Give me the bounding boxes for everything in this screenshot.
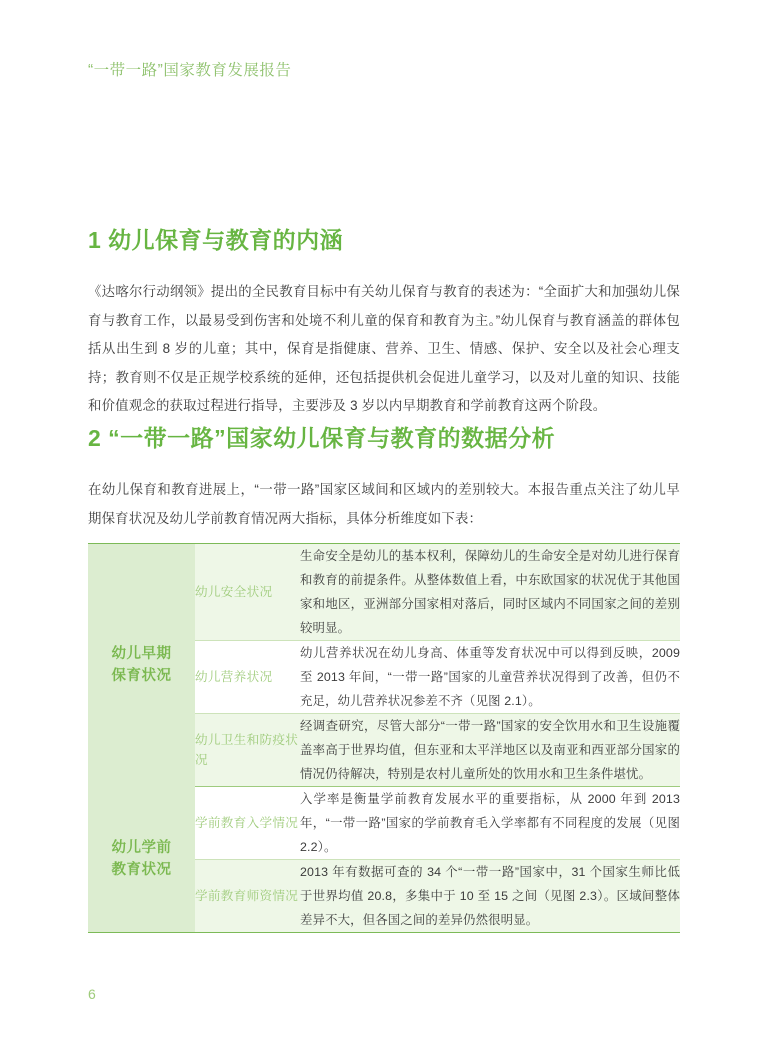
section-heading-1: 1 幼儿保育与教育的内涵 — [88, 227, 344, 253]
table-row — [88, 544, 680, 641]
table-row-description: 生命安全是幼儿的基本权利，保障幼儿的生命安全是对幼儿进行保育和教育的前提条件。从整体数值上看，中东欧国家的状况优于其他国家和地区，亚洲部分国家相对落后，同时区域内不同国家之间的差别较明显。 — [300, 544, 680, 641]
table-row-label: 幼儿营养状况 — [195, 641, 300, 714]
group-label-line: 教育状况 — [111, 862, 172, 879]
table-row-description: 幼儿营养状况在幼儿身高、体重等发育状况中可以得到反映，2009 至 2013 年间，“一带一路”国家的儿童营养状况得到了改善，但仍不充足，幼儿营养状况参差不齐（见图 2.1）。 — [300, 641, 680, 714]
table-row-label: 幼儿安全状况 — [195, 544, 300, 641]
running-header: “一带一路”国家教育发展报告 — [88, 62, 292, 79]
group-label-line: 幼儿早期 — [111, 646, 172, 663]
section-paragraph-1: 《达喀尔行动纲领》提出的全民教育目标中有关幼儿保育与教育的表述为：“全面扩大和加强幼儿保育与教育工作，以最易受到伤害和处境不利儿童的保育和教育为主。”幼儿保育与教育涵盖的群体包括从出生到 8 岁的儿童；其中，保育是指健康、营养、卫生、情感、保护、安全以及社会心理支持；教育则不仅是正规学校系统的延伸，还包括提供机会促进儿童学习，以及对儿童的知识、技能和价值观念的获取过程进行指导，主要涉及 3 岁以内早期教育和学前教育这两个阶段。 — [88, 284, 680, 413]
section-paragraph-2: 在幼儿保育和教育进展上，“一带一路”国家区域间和区域内的差别较大。本报告重点关注了幼儿早期保育状况及幼儿学前教育情况两大指标，具体分析维度如下表： — [88, 482, 680, 526]
group-label-line: 幼儿学前 — [111, 840, 172, 857]
table-row-label: 学前教育入学情况 — [195, 787, 300, 860]
analysis-dimensions-table — [88, 543, 680, 933]
table-group-label-1 — [88, 544, 195, 787]
table-row — [88, 787, 680, 860]
table-row-description: 2013 年有数据可查的 34 个“一带一路”国家中，31 个国家生师比低于世界均值 20.8，多集中于 10 至 15 之间（见图 2.3）。区域间整体差异不大，但各国之间的差异仍然很明显。 — [300, 860, 680, 933]
table-group-label-2 — [88, 787, 195, 933]
table-row-label: 学前教育师资情况 — [195, 860, 300, 933]
table-row-label: 幼儿卫生和防疫状况 — [195, 714, 300, 787]
group-label-line: 保育状况 — [111, 668, 172, 685]
page-number: 6 — [88, 986, 96, 1002]
table-row-description: 经调查研究，尽管大部分“一带一路”国家的安全饮用水和卫生设施覆盖率高于世界均值，但东亚和太平洋地区以及南亚和西亚部分国家的情况仍待解决，特别是农村儿童所处的饮用水和卫生条件堪忧。 — [300, 714, 680, 787]
section-heading-2: 2 “一带一路”国家幼儿保育与教育的数据分析 — [88, 425, 556, 451]
table-row-description: 入学率是衡量学前教育发展水平的重要指标，从 2000 年到 2013 年，“一带一路”国家的学前教育毛入学率都有不同程度的发展（见图 2.2）。 — [300, 787, 680, 860]
